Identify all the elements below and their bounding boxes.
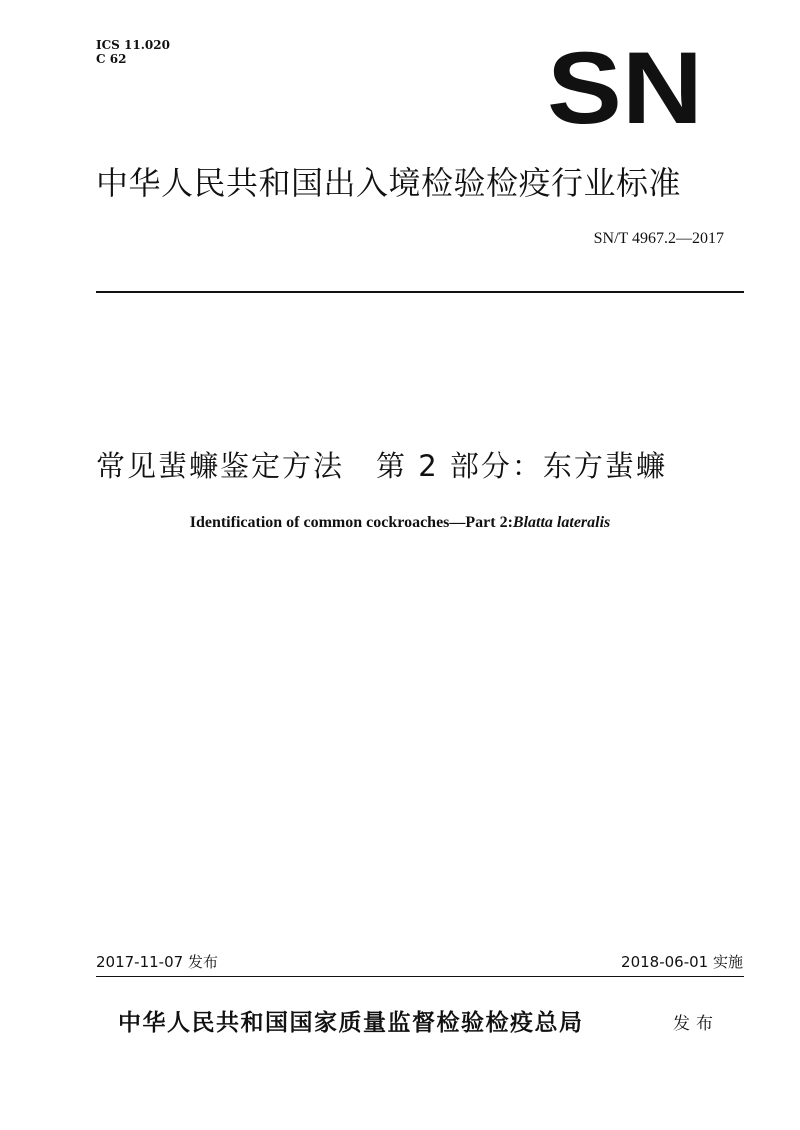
issue-date: 2017-11-07 发布 [96,953,218,971]
classification-codes [96,38,170,66]
english-title-species: Blatta lateralis [512,514,611,531]
ics-code: ICS 11.020 [96,38,170,52]
standard-number: SN/T 4967.2—2017 [593,230,724,247]
ccs-code: C 62 [96,52,127,66]
document-title-part: 第 2 部分：东方蜚蠊 [376,449,667,483]
publish-label: 发布 [673,1014,719,1034]
header-divider [96,291,744,293]
publisher-name: 中华人民共和国国家质量监督检验检疫总局 [118,1009,584,1036]
sn-logo [546,44,704,128]
footer-divider [96,976,744,977]
standard-title: 中华人民共和国出入境检验检疫行业标准 [96,164,682,202]
implementation-date: 2018-06-01 实施 [621,953,743,971]
document-title-english [0,514,800,532]
document-title-main: 常见蜚蠊鉴定方法 [96,449,345,483]
document-title-chinese [96,444,746,485]
sn-logo-text: SN [547,44,703,128]
english-title-prefix: Identification of common cockroaches—Part 2: [189,514,513,531]
